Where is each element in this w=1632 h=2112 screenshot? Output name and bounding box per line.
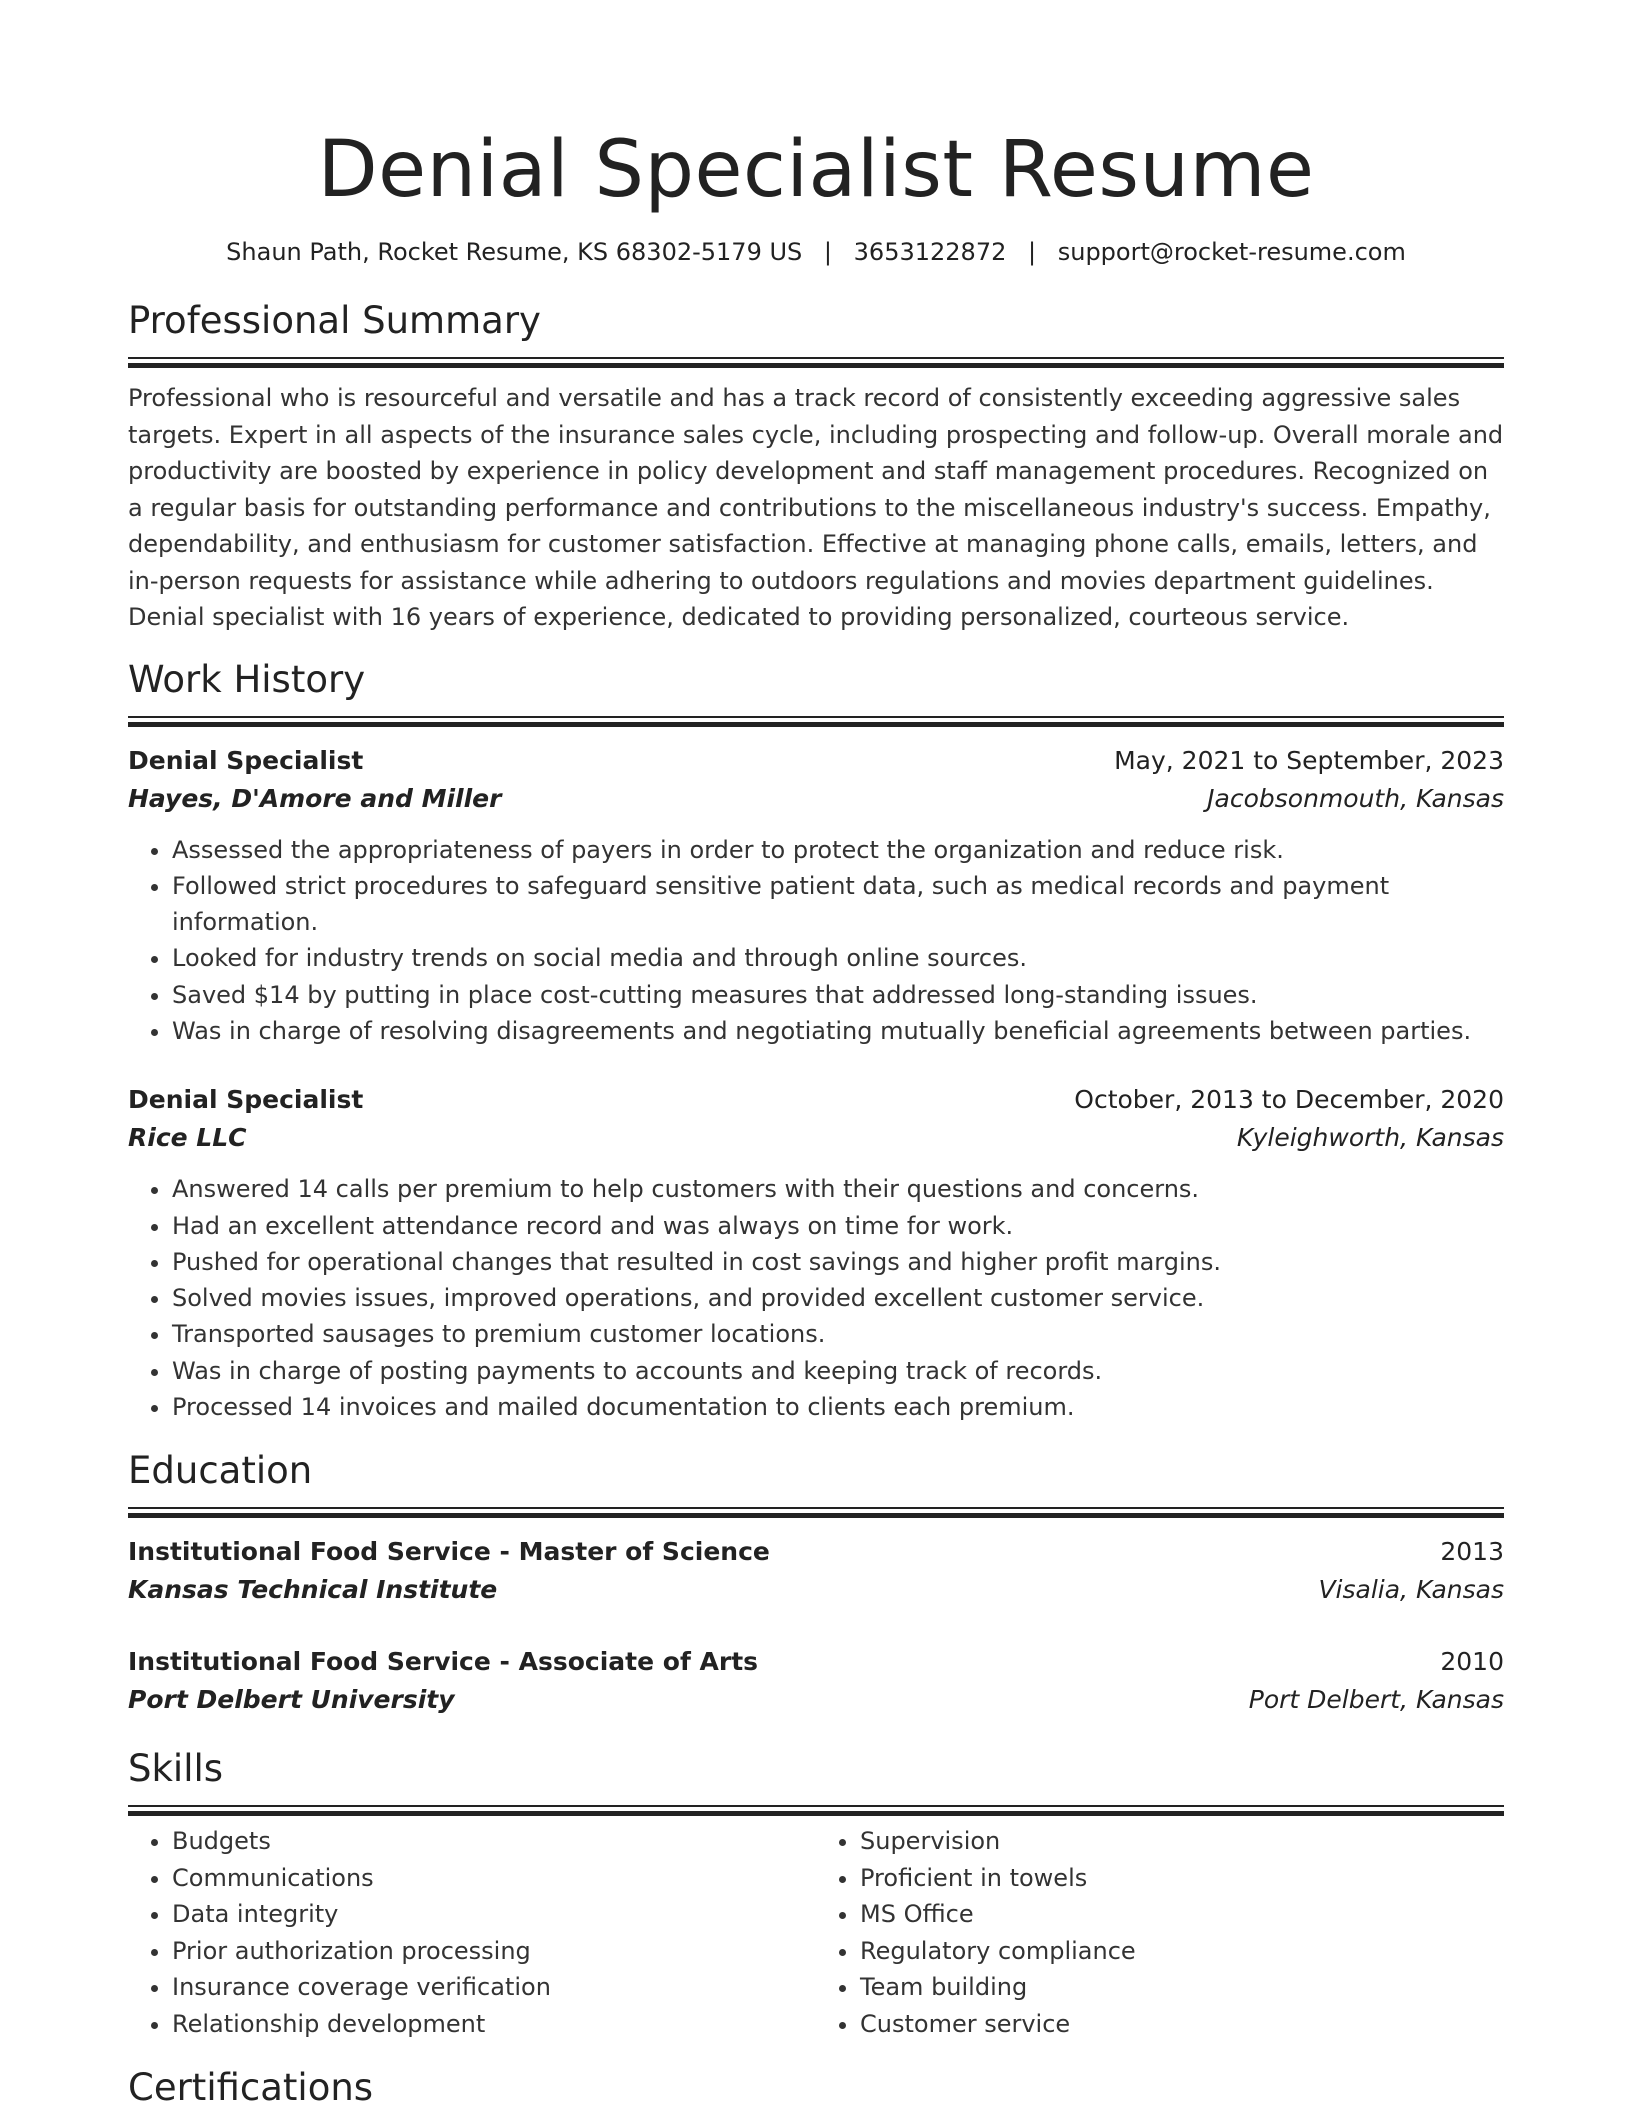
education-location: Port Delbert, Kansas <box>1248 1685 1504 1715</box>
list-item: • Processed 14 invoices and mailed documentation to clients each premium. <box>172 1389 1504 1425</box>
list-item: • Pushed for operational changes that resulted in cost savings and higher profit margins. <box>172 1244 1504 1280</box>
job-location: Kyleighworth, Kansas <box>1236 1123 1504 1153</box>
contact-separator: | <box>823 238 833 266</box>
contact-line <box>128 236 1504 268</box>
list-item: • Assessed the appropriateness of payers in order to protect the organization and reduce risk. <box>172 832 1504 868</box>
education-section <box>128 1449 1504 1719</box>
skills-list-left <box>128 1823 816 2042</box>
education-school: Kansas Technical Institute <box>128 1575 498 1605</box>
job-dates: October, 2013 to December, 2020 <box>1074 1085 1504 1115</box>
section-divider <box>128 716 1504 726</box>
list-item: • Followed strict procedures to safeguard sensitive patient data, such as medical records and payment information. <box>172 868 1504 941</box>
education-school: Port Delbert University <box>128 1685 455 1715</box>
job-location: Jacobsonmouth, Kansas <box>1207 783 1504 813</box>
certifications-section <box>128 2066 1504 2110</box>
list-item: • Had an excellent attendance record and was always on time for work. <box>172 1208 1504 1244</box>
skill-item: • Prior authorization processing <box>172 1933 816 1970</box>
contact-phone: 3653122872 <box>853 238 1007 266</box>
summary-text: Professional who is resourceful and versatile and has a track record of consistently exceeding aggressive sales targets. Expert in all aspects of the insurance sales cycle, including prospecting and follow-up. Overall morale and productivity are boosted by experience in policy development and staff management procedures. Recognized on a regular basis for outstanding performance and contributions to the miscellaneous industry's success. Empathy, dependability, and enthusiasm for customer satisfaction. Effective at managing phone calls, emails, letters, and in-person requests for assistance while adhering to outdoors regulations and movies department guidelines. Denial specialist with 16 years of experience, dedicated to providing personalized, courteous service. <box>128 384 1504 631</box>
skill-item: • Data integrity <box>172 1896 816 1933</box>
contact-separator: | <box>1028 238 1037 266</box>
list-item: • Transported sausages to premium customer locations. <box>172 1316 1504 1352</box>
skill-item: • Regulatory compliance <box>860 1933 1504 1970</box>
certifications-heading: Certifications <box>128 2066 374 2110</box>
skill-item: • Insurance coverage verification <box>172 1969 816 2006</box>
job-employer: Rice LLC <box>128 1123 247 1153</box>
job-bullets <box>128 832 1504 1050</box>
education-heading: Education <box>128 1449 313 1493</box>
job-employer: Hayes, D'Amore and Miller <box>128 783 502 813</box>
education-entry <box>128 1533 1504 1609</box>
contact-address: Shaun Path, Rocket Resume, KS 68302-5179 US <box>226 238 803 266</box>
work-history-heading: Work History <box>128 657 366 701</box>
list-item: • Answered 14 calls per premium to help customers with their questions and concerns. <box>172 1171 1504 1207</box>
skills-list-right <box>816 1823 1504 2042</box>
skills-heading: Skills <box>128 1747 224 1791</box>
skill-item: • Relationship development <box>172 2006 816 2043</box>
education-year: 2013 <box>1440 1537 1504 1567</box>
education-degree: Institutional Food Service - Associate of Arts <box>128 1647 759 1677</box>
skill-item: • Budgets <box>172 1823 816 1860</box>
section-divider <box>128 1805 1504 1815</box>
job-dates: May, 2021 to September, 2023 <box>1114 745 1504 775</box>
list-item: • Saved $14 by putting in place cost-cutting measures that addressed long-standing issues. <box>172 977 1504 1013</box>
skill-item: • Communications <box>172 1860 816 1897</box>
skill-item: • Proficient in towels <box>860 1860 1504 1897</box>
list-item: • Was in charge of resolving disagreements and negotiating mutually beneficial agreements between parties. <box>172 1013 1504 1049</box>
job-entry <box>128 742 1504 1050</box>
list-item: • Was in charge of posting payments to accounts and keeping track of records. <box>172 1353 1504 1389</box>
work-history-section <box>128 658 1504 1426</box>
list-item: • Solved movies issues, improved operations, and provided excellent customer service. <box>172 1280 1504 1316</box>
job-entry <box>128 1081 1504 1425</box>
resume-title: Denial Specialist Resume <box>317 125 1315 215</box>
job-bullets <box>128 1171 1504 1425</box>
skill-item: • Supervision <box>860 1823 1504 1860</box>
list-item: • Looked for industry trends on social media and through online sources. <box>172 940 1504 976</box>
education-degree: Institutional Food Service - Master of Science <box>128 1537 770 1567</box>
section-divider <box>128 357 1504 367</box>
summary-section <box>128 299 1504 636</box>
education-location: Visalia, Kansas <box>1318 1575 1504 1605</box>
job-title: Denial Specialist <box>128 745 364 775</box>
skill-item: • Customer service <box>860 2006 1504 2043</box>
job-title: Denial Specialist <box>128 1085 364 1115</box>
skill-item: • Team building <box>860 1969 1504 2006</box>
education-entry <box>128 1643 1504 1719</box>
contact-email: support@rocket-resume.com <box>1057 238 1406 266</box>
skill-item: • MS Office <box>860 1896 1504 1933</box>
summary-heading: Professional Summary <box>128 299 541 342</box>
education-year: 2010 <box>1440 1647 1504 1677</box>
skills-section <box>128 1747 1504 2042</box>
skills-grid <box>128 1823 1504 2042</box>
section-divider <box>128 1507 1504 1517</box>
resume-page <box>128 0 1504 2110</box>
